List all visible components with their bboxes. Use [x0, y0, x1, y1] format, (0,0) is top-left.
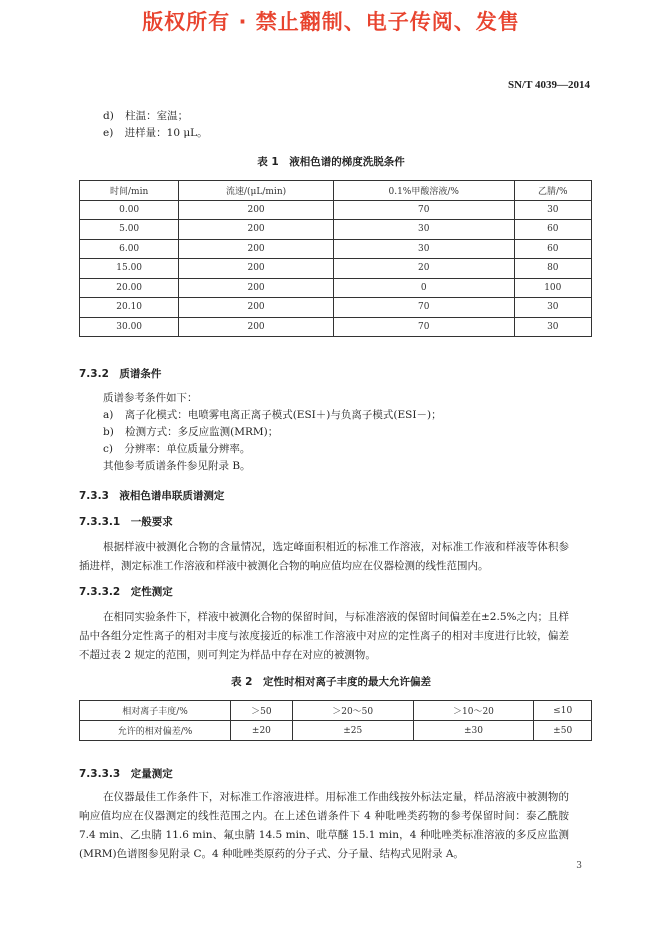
- table-cell: 20.00: [80, 278, 179, 298]
- table-cell: 5.00: [80, 220, 179, 240]
- table-row: [80, 220, 592, 240]
- table-cell: ±30: [413, 721, 534, 741]
- table-row: [80, 259, 592, 279]
- table-cell: 70: [333, 200, 514, 220]
- table-cell: 0: [333, 278, 514, 298]
- list-item: [103, 109, 188, 124]
- list-text: 进样量：10 μL。: [124, 127, 208, 139]
- table-row: [80, 317, 592, 337]
- table-cell: 30: [514, 200, 591, 220]
- list-marker: c): [103, 443, 113, 455]
- table-cell: 允许的相对偏差/%: [80, 721, 231, 741]
- table-cell: 200: [179, 278, 334, 298]
- table-cell: 30.00: [80, 317, 179, 337]
- table-header-row: [80, 181, 592, 201]
- table-row: [80, 298, 592, 318]
- table-header-cell: 时间/min: [80, 181, 179, 201]
- section-heading-7-3-3-1: 7.3.3.1 一般要求: [79, 516, 173, 528]
- section-intro: 质谱参考条件如下：: [103, 392, 198, 404]
- table-cell: 80: [514, 259, 591, 279]
- page-number: 3: [576, 861, 582, 871]
- section-heading-7-3-2: 7.3.2 质谱条件: [79, 368, 162, 380]
- table-cell: 200: [179, 200, 334, 220]
- table1-caption: 表 1 液相色谱的梯度洗脱条件: [257, 156, 405, 168]
- table-row: [80, 278, 592, 298]
- table-header-cell: 0.1%甲酸溶液/%: [333, 181, 514, 201]
- list-item: [103, 408, 442, 423]
- table-cell: 200: [179, 259, 334, 279]
- table-cell: 200: [179, 220, 334, 240]
- table-header-cell: 乙腈/%: [514, 181, 591, 201]
- table-row: [80, 721, 592, 741]
- table-cell: ≤10: [534, 701, 592, 721]
- section-heading-7-3-3-2: 7.3.3.2 定性测定: [79, 586, 173, 598]
- table-cell: ±25: [292, 721, 413, 741]
- table-cell: 60: [514, 239, 591, 259]
- list-text: 离子化模式：电喷雾电离正离子模式(ESI＋)与负离子模式(ESI－)；: [124, 409, 442, 421]
- section-paragraph: 根据样液中被测化合物的含量情况，选定峰面积相近的标准工作溶液，对标准工作液和样液等体积参插进样，测定标准工作溶液和样液中被测化合物的响应值均应在仪器检测的线性范围内。: [79, 541, 569, 572]
- section-paragraph: 在仪器最佳工作条件下，对标准工作溶液进样。用标准工作曲线按外标法定量，样品溶液中被测物的响应值均应在仪器测定的线性范围之内。在上述色谱条件下 4 种吡唑类药物的参考保留时间：泰乙酰胺 7.4 min、乙虫腈 11.6 min、氟虫腈 14.5 min、吡草醚 15.1 min，4 种吡唑类标准溶液的多反应监测(MRM)色谱图参见附录 C。4 种吡唑类原药的分子式、分子量、结构式见附录 A。: [79, 791, 569, 860]
- table-row: [80, 200, 592, 220]
- section-note: 其他参考质谱条件参见附录 B。: [103, 460, 251, 472]
- list-marker: a): [103, 409, 114, 421]
- table-cell: 60: [514, 220, 591, 240]
- table-cell: 200: [179, 239, 334, 259]
- section-heading-7-3-3-3: 7.3.3.3 定量测定: [79, 768, 173, 780]
- table-cell: 15.00: [80, 259, 179, 279]
- list-text: 分辨率：单位质量分辨率。: [124, 443, 251, 455]
- table-row: [80, 239, 592, 259]
- list-item: [103, 425, 278, 440]
- standard-number: SN/T 4039—2014: [507, 79, 590, 91]
- table-cell: ＞20～50: [292, 701, 413, 721]
- list-marker: e): [103, 127, 114, 139]
- table-cell: 30: [333, 220, 514, 240]
- table-cell: 30: [514, 298, 591, 318]
- table-cell: 0.00: [80, 200, 179, 220]
- table-cell: ±50: [534, 721, 592, 741]
- table2-caption: 表 2 定性时相对离子丰度的最大允许偏差: [231, 676, 431, 688]
- table-cell: 20.10: [80, 298, 179, 318]
- list-text: 检测方式：多反应监测(MRM)；: [125, 426, 279, 438]
- table-cell: 30: [514, 317, 591, 337]
- table-cell: 20: [333, 259, 514, 279]
- table-cell: 相对离子丰度/%: [80, 701, 231, 721]
- table-cell: 200: [179, 298, 334, 318]
- watermark: 版权所有 · 禁止翻制、电子传阅、发售: [142, 10, 520, 34]
- table-cell: 70: [333, 298, 514, 318]
- table-cell: ＞50: [231, 701, 293, 721]
- table-cell: 200: [179, 317, 334, 337]
- table-row: [80, 701, 592, 721]
- list-marker: d): [103, 110, 114, 122]
- section-heading-7-3-3: 7.3.3 液相色谱串联质谱测定: [79, 490, 225, 502]
- ion-abundance-table: [79, 700, 592, 741]
- table-header-cell: 流速/(μL/min): [179, 181, 334, 201]
- section-paragraph: 在相同实验条件下，样液中被测化合物的保留时间，与标准溶液的保留时间偏差在±2.5%之内；且样品中各组分定性离子的相对丰度与浓度接近的标准工作溶液中对应的定性离子的相对丰度进行比较，偏差不超过表 2 规定的范围，则可判定为样品中存在对应的被测物。: [79, 611, 569, 661]
- table-cell: 100: [514, 278, 591, 298]
- table-cell: 30: [333, 239, 514, 259]
- table-cell: ＞10～20: [413, 701, 534, 721]
- table-cell: ±20: [231, 721, 293, 741]
- table-cell: 6.00: [80, 239, 179, 259]
- table-cell: 70: [333, 317, 514, 337]
- list-text: 柱温：室温；: [125, 110, 189, 122]
- list-item: [103, 126, 208, 141]
- list-marker: b): [103, 426, 114, 438]
- gradient-table: [79, 180, 592, 337]
- list-item: [103, 442, 250, 457]
